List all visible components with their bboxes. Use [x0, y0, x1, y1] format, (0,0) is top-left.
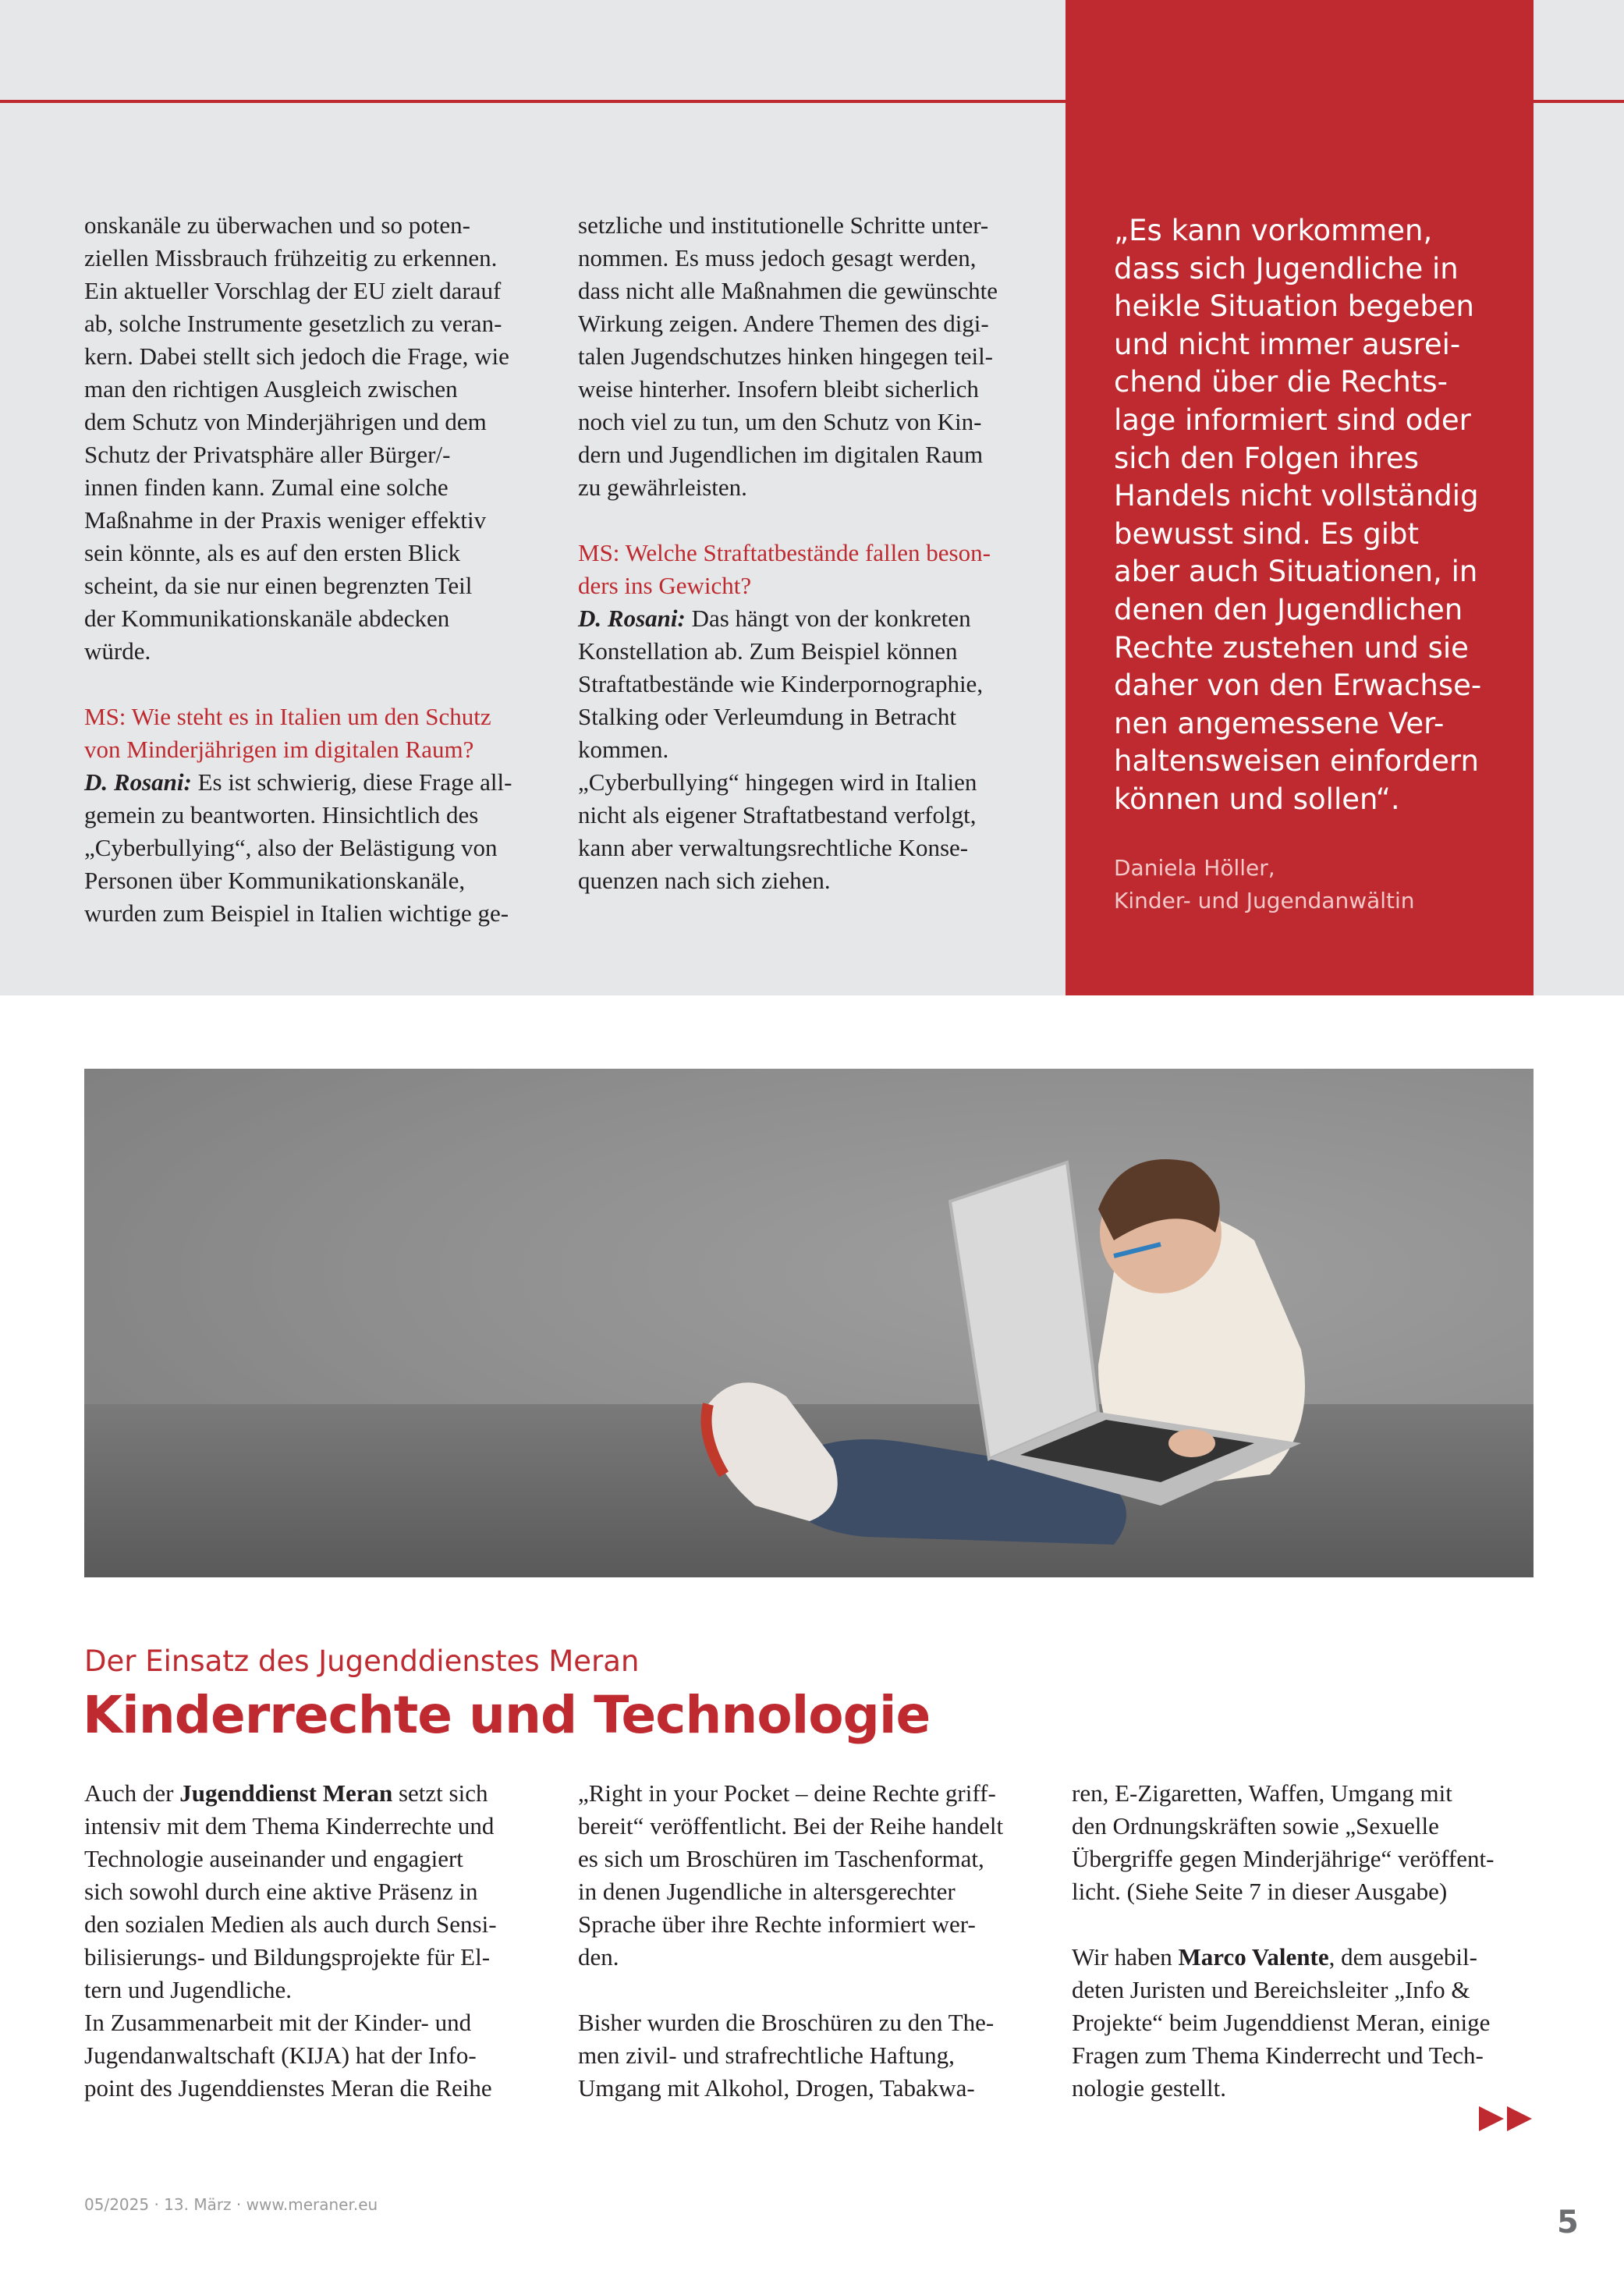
text-line: aber auch Situationen, in — [1114, 555, 1478, 589]
article-headline: Kinderrechte und Technologie — [83, 1685, 931, 1745]
text-line: bilisierungs- und Bildungsprojekte für El- — [84, 1943, 491, 1971]
text-line: Straftatbestände wie Kinderpornographie, — [578, 670, 984, 697]
article-column-2 — [578, 1777, 1003, 2105]
text-line: wurden zum Beispiel in Italien wichtige ge- — [84, 899, 509, 927]
footer-issue: 05/2025 · 13. März · www.meraner.eu — [84, 2195, 378, 2214]
text-line: nologie gestellt. — [1072, 2074, 1227, 2102]
text-line: Fragen zum Thema Kinderrecht und Tech- — [1072, 2042, 1484, 2069]
text-line: Ein aktueller Vorschlag der EU zielt darauf — [84, 277, 502, 304]
text-line: lage informiert sind oder — [1114, 403, 1471, 437]
text-line: Bisher wurden die Broschüren zu den The- — [578, 2009, 995, 2036]
text-line: chend über die Rechts- — [1114, 365, 1448, 399]
text-line: bewusst sind. Es gibt — [1114, 516, 1419, 551]
speaker-label: D. Rosani: — [578, 605, 686, 632]
text-line: MS: Wie steht es in Italien um den Schutz — [84, 703, 491, 730]
text-line: ren, E-Zigaretten, Waffen, Umgang mit — [1072, 1779, 1452, 1807]
text-line: intensiv mit dem Thema Kinderrechte und — [84, 1812, 495, 1839]
text-line: kann aber verwaltungsrechtliche Konse- — [578, 834, 969, 861]
text-line: dem Schutz von Minderjährigen und dem — [84, 408, 487, 435]
text-line: scheint, da sie nur einen begrenzten Teil — [84, 572, 473, 599]
text-line: licht. (Siehe Seite 7 in dieser Ausgabe) — [1072, 1878, 1448, 1905]
text-line: Wirkung zeigen. Andere Themen des digi- — [578, 310, 989, 337]
text-line: nen angemessene Ver- — [1114, 706, 1445, 740]
text-line: kommen. — [578, 736, 669, 763]
text-line: nicht als eigener Straftatbestand verfolgt, — [578, 801, 977, 828]
text-line: kern. Dabei stellt sich jedoch die Frage, wie — [84, 342, 509, 370]
text-line: Personen über Kommunikationskanäle, — [84, 867, 466, 894]
pull-quote — [1114, 212, 1519, 819]
text-line: und nicht immer ausrei- — [1114, 327, 1461, 361]
text-line: würde. — [84, 637, 151, 665]
text-line: gemein zu beantworten. Hinsichtlich des — [84, 801, 479, 828]
quote-author: Daniela Höller, — [1114, 855, 1275, 881]
top-column-1 — [84, 209, 512, 930]
text-line: ders ins Gewicht? — [578, 572, 752, 599]
text-line: nommen. Es muss jedoch gesagt werden, — [578, 244, 977, 271]
answer-offences: D. Rosani: Das hängt von der konkreten Konstellation ab. Zum Beispiel können Straftatbestände wie Kinderpornographie, Stalking oder Verleumdung in Betracht kommen. „Cyberbullying“ hingegen wird in Italien nicht als eigener Straftatbestand verfolgt, kann aber verwaltungsrechtliche Konse- quenzen nach sich ziehen. — [578, 602, 998, 897]
child-with-laptop-photo — [84, 1069, 1534, 1577]
text-line: Technologie auseinander und engagiert — [84, 1845, 463, 1872]
text-line: Übergriffe gegen Minderjährige“ veröffent- — [1072, 1845, 1495, 1872]
double-triangle-right-icon[interactable] — [1479, 2105, 1534, 2133]
text-line: dass sich Jugendliche in — [1114, 251, 1459, 286]
text-line: zu gewährleisten. — [578, 474, 747, 501]
question-italy — [84, 701, 512, 766]
text-line: deten Juristen und Bereichsleiter „Info & — [1072, 1976, 1470, 2003]
top-column-2 — [578, 209, 998, 897]
org-name: Jugenddienst Meran — [179, 1779, 393, 1807]
text-line: Stalking oder Verleumdung in Betracht — [578, 703, 956, 730]
top-col1-para1 — [84, 209, 512, 668]
text-line: Konstellation ab. Zum Beispiel können — [578, 637, 958, 665]
article-kicker: Der Einsatz des Jugenddienstes Meran — [84, 1644, 640, 1678]
text-line: Schutz der Privatsphäre aller Bürger/- — [84, 441, 451, 468]
text-line: sich den Folgen ihres — [1114, 441, 1420, 475]
text-line: den Ordnungskräften sowie „Sexuelle — [1072, 1812, 1439, 1839]
text-line: In Zusammenarbeit mit der Kinder- und — [84, 2009, 472, 2036]
text-line: point des Jugenddienstes Meran die Reihe — [84, 2074, 492, 2102]
text-line: den. — [578, 1943, 619, 1971]
text-line: man den richtigen Ausgleich zwischen — [84, 375, 458, 403]
text-line: Jugendanwaltschaft (KIJA) hat der Info- — [84, 2042, 477, 2069]
quote-role: Kinder- und Jugendanwältin — [1114, 888, 1415, 913]
text-line: denen den Jugendlichen — [1114, 592, 1463, 626]
text-line: noch viel zu tun, um den Schutz von Kin- — [578, 408, 982, 435]
text-line: dass nicht alle Maßnahmen die gewünschte — [578, 277, 998, 304]
text-line: ziellen Missbrauch frühzeitig zu erkennen. — [84, 244, 498, 271]
text-line: von Minderjährigen im digitalen Raum? — [84, 736, 474, 763]
text-line: MS: Welche Straftatbestände fallen beson- — [578, 539, 991, 566]
text-line: „Cyberbullying“ hingegen wird in Italien — [578, 768, 977, 796]
text-line: den sozialen Medien als auch durch Sensi- — [84, 1910, 497, 1938]
text-line: Maßnahme in der Praxis weniger effektiv — [84, 506, 487, 534]
text-line: heikle Situation begeben — [1114, 289, 1474, 324]
text-line: dern und Jugendlichen im digitalen Raum — [578, 441, 984, 468]
text-line: men zivil- und strafrechtliche Haftung, — [578, 2042, 955, 2069]
text-line: daher von den Erwachse- — [1114, 669, 1482, 703]
text-line: innen finden kann. Zumal eine solche — [84, 474, 449, 501]
text-line: quenzen nach sich ziehen. — [578, 867, 831, 894]
text-line: können und sollen“. — [1114, 782, 1400, 816]
text-line: bereit“ veröffentlicht. Bei der Reihe handelt — [578, 1812, 1004, 1839]
text-line: onskanäle zu überwachen und so poten- — [84, 211, 470, 239]
question-offences — [578, 537, 998, 602]
article-column-1: Auch der Jugenddienst Meran setzt sich intensiv mit dem Thema Kinderrechte und Technologie auseinander und engagiert sich sowohl durch eine aktive Präsenz in den sozialen Medien als auch durch Sensi- bilisierungs- und Bildungsprojekte für El- tern und Jugendliche. In Zusammenarbeit mit der Kinder- und Jugendanwaltschaft (KIJA) hat der Info- point des Jugenddienstes Meran die Reihe — [84, 1777, 497, 2105]
answer-italy: D. Rosani: Es ist schwierig, diese Frage all- gemein zu beantworten. Hinsichtlich des „Cyberbullying“, also der Belästigung von Personen über Kommunikationskanäle, wurden zum Beispiel in Italien wichtige ge- — [84, 766, 512, 930]
text-line: sein könnte, als es auf den ersten Blick — [84, 539, 461, 566]
text-line: weise hinterher. Insofern bleibt sicherlich — [578, 375, 979, 403]
text-line: haltensweisen einfordern — [1114, 744, 1479, 779]
quote-attribution — [1114, 852, 1415, 917]
speaker-label: D. Rosani: — [84, 768, 192, 796]
page-number: 5 — [1557, 2205, 1579, 2240]
text-line: setzliche und institutionelle Schritte unter- — [578, 211, 989, 239]
text-line: sich sowohl durch eine aktive Präsenz in — [84, 1878, 478, 1905]
article-column-3: ren, E-Zigaretten, Waffen, Umgang mit den Ordnungskräften sowie „Sexuelle Übergriffe gegen Minderjährige“ veröffent- licht. (Siehe Seite 7 in dieser Ausgabe) Wir haben Marco Valente, dem ausgebil- deten Juristen und Bereichsleiter „Info & Projekte“ beim Jugenddienst Meran, einige Fragen zum Thema Kinderrecht und Tech- nologie gestellt. — [1072, 1777, 1494, 2105]
text-line: talen Jugendschutzes hinken hingegen teil- — [578, 342, 994, 370]
text-line: Sprache über ihre Rechte informiert wer- — [578, 1910, 976, 1938]
text-line: tern und Jugendliche. — [84, 1976, 293, 2003]
text-line: es sich um Broschüren im Taschenformat, — [578, 1845, 984, 1872]
text-line: Rechte zustehen und sie — [1114, 630, 1469, 665]
text-line: Handels nicht vollständig — [1114, 479, 1479, 513]
top-col2-para1 — [578, 209, 998, 504]
text-line: „Right in your Pocket – deine Rechte griff- — [578, 1779, 996, 1807]
text-line: in denen Jugendliche in altersgerechter — [578, 1878, 956, 1905]
person-name: Marco Valente — [1178, 1943, 1329, 1971]
text-line: Projekte“ beim Jugenddienst Meran, einige — [1072, 2009, 1491, 2036]
text-line: „Es kann vorkommen, — [1114, 214, 1433, 247]
text-line: der Kommunikationskanäle abdecken — [84, 605, 450, 632]
text-line: ab, solche Instrumente gesetzlich zu veran- — [84, 310, 502, 337]
text-line: „Cyberbullying“, also der Belästigung von — [84, 834, 498, 861]
text-line: Umgang mit Alkohol, Drogen, Tabakwa- — [578, 2074, 975, 2102]
